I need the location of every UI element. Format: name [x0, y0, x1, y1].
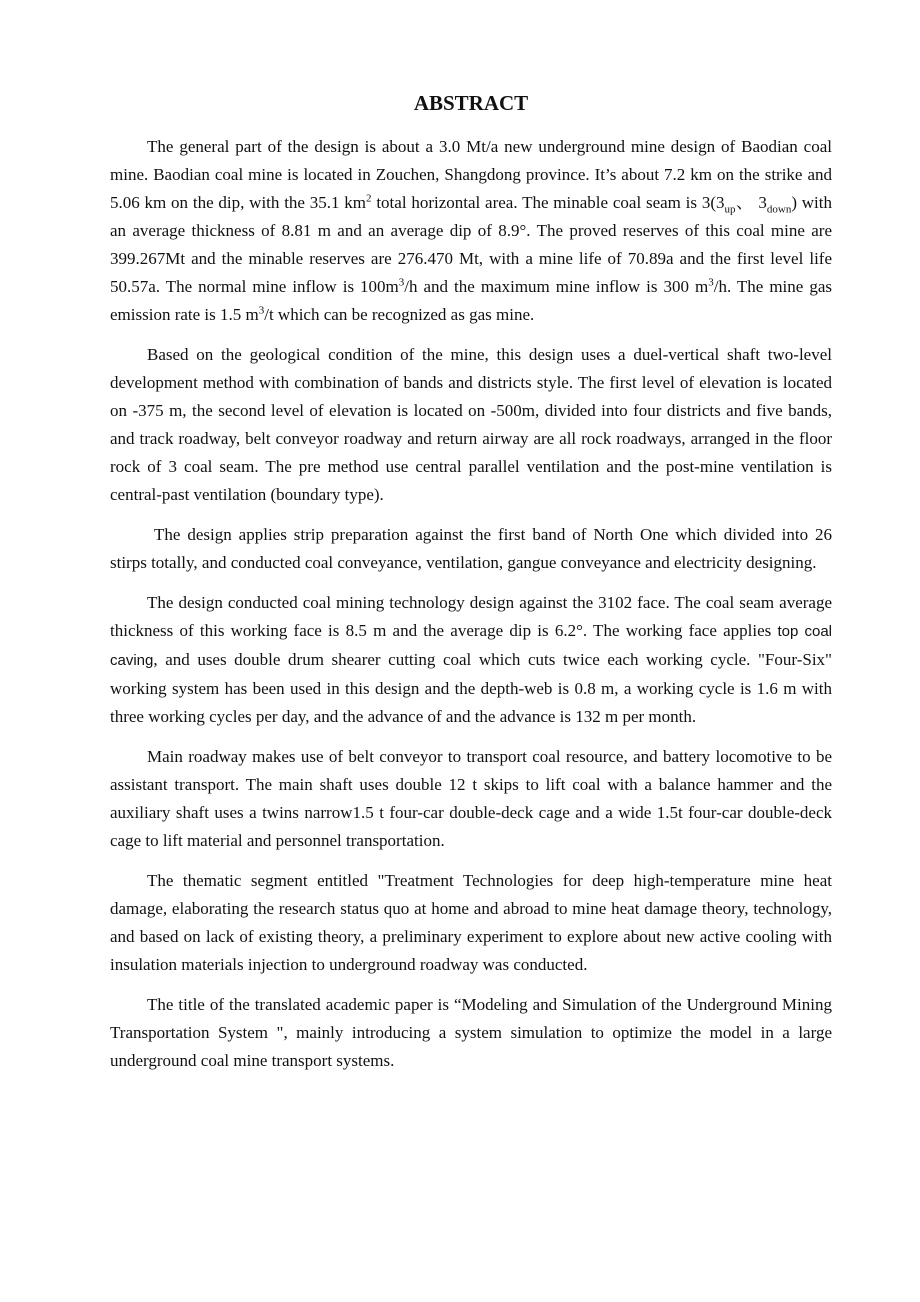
- paragraph-general-design: [110, 133, 832, 329]
- p1-text-d: ) with an average thickness of 8.81 m and an average dip of 8.9°. The proved reserves of this coal mine are 399.267Mt and the minable reserves are 276.470 Mt, with a mine life of 70.89a and the first level life 50.57a. The normal mine inflow is 100m: [110, 193, 833, 296]
- paragraph-transport: Main roadway makes use of belt conveyor to transport coal resource, and battery locomotive to be assistant transport. The main shaft uses double 12 t skips to lift coal with a balance hammer and the auxiliary shaft uses a twins narrow1.5 t four-car double-deck cage and a wide 1.5t four-car double-deck cage to lift material and personnel transportation.: [110, 747, 832, 850]
- p1-text-e: /h and the maximum mine inflow is 300 m: [404, 277, 709, 296]
- p1-sup-km2: 2: [366, 192, 372, 205]
- p1-sub-down: down: [766, 203, 792, 216]
- p4-text-a: The design conducted coal mining technology design against the 3102 face. The coal seam average thickness of this working face is 8.5 m and the average dip is 6.2°. The working face applies: [110, 593, 832, 640]
- p1-sub-up: up: [724, 203, 736, 216]
- paragraph-mining-technology: [110, 589, 832, 731]
- paragraph-strip-preparation: The design applies strip preparation against the first band of North One which divided into 26 stirps totally, and conducted coal conveyance, ventilation, gangue conveyance and electricity designing.: [110, 525, 832, 572]
- p1-sup-m3-c: 3: [258, 304, 265, 317]
- p1-sup-m3-b: 3: [708, 276, 714, 289]
- paragraph-translated-paper: The title of the translated academic paper is “Modeling and Simulation of the Underground Mining Transportation System ", mainly introducing a system simulation to optimize the model in a large underground coal mine transport systems.: [110, 995, 832, 1070]
- p1-text-b: total horizontal area. The minable coal seam is 3(3: [371, 193, 725, 212]
- abstract-body: [110, 133, 832, 1087]
- abstract-heading: ABSTRACT: [413, 91, 529, 115]
- p1-text-c: 、 3: [735, 193, 767, 212]
- paragraph-thematic-segment: The thematic segment entitled "Treatment Technologies for deep high-temperature mine heat damage, elaborating the research status quo at home and abroad to mine heat damage theory, technology, and based on lack of existing theory, a preliminary experiment to explore about new active cooling with insulation materials injection to underground roadway was conducted.: [110, 871, 832, 974]
- p4-text-c: , and uses double drum shearer cutting coal which cuts twice each working cycle. "Four-Six" working system has been used in this design and the depth-web is 0.8 m, a working cycle is 1.6 m with three working cycles per day, and the advance of and the advance is 132 m per month.: [110, 650, 832, 726]
- p1-text-f: /h. The mine gas emission rate is 1.5 m: [110, 277, 832, 324]
- paragraph-development-method: Based on the geological condition of the mine, this design uses a duel-vertical shaft two-level development method with combination of bands and districts style. The first level of elevation is located on -375 m, the second level of elevation is located on -500m, divided into four districts and five bands, and track roadway, belt conveyor roadway and return airway are all rock roadways, arranged in the floor rock of 3 coal seam. The pre method use central parallel ventilation and the post-mine ventilation is central-past ventilation (boundary type).: [110, 345, 832, 504]
- p1-sup-m3-a: 3: [398, 276, 405, 289]
- p1-text-a: The general part of the design is about a 3.0 Mt/a new underground mine design of Baodian coal mine. Baodian coal mine is located in Zouchen, Shangdong province. It’s about 7.2 km on the strike and 5.06 km on the dip, with the 35.1 km: [110, 137, 832, 212]
- p1-text-g: /t which can be recognized as gas mine.: [264, 305, 535, 324]
- p4-top-coal-caving: top coal caving: [110, 623, 832, 669]
